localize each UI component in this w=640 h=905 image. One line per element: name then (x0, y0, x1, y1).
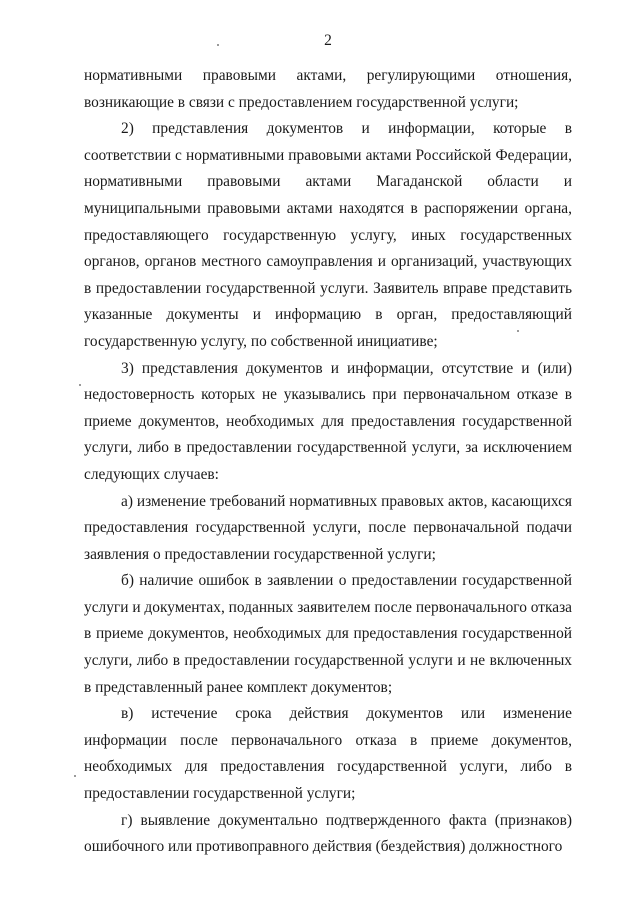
paragraph-continuation: нормативными правовыми актами, регулирующими отношения, возникающие в связи с предоставлением государственной услуги; (84, 67, 572, 111)
document-body (84, 63, 572, 861)
paragraph-item-2: 2) представления документов и информации, которые в соответствии с нормативными правовыми актами Российской Федерации, нормативными правовыми актами Магаданской области и муниципальными правовыми актами находятся в распоряжении органа, предоставляющего государственную услугу, иных государственных органов, органов местного самоуправления и организаций, участвующих в предоставлении государственной услуги. Заявитель вправе представить указанные документы и информацию в орган, предоставляющий государственную услугу, по собственной инициативе; (84, 120, 572, 350)
paragraph-subitem-a: а) изменение требований нормативных правовых актов, касающихся предоставления государственной услуги, после первоначальной подачи заявления о предоставлении государственной услуги; (84, 492, 572, 563)
page-number: 2 (324, 32, 332, 49)
scan-speck (74, 775, 76, 777)
paragraph-subitem-b: б) наличие ошибок в заявлении о предоставлении государственной услуги и документах, поданных заявителем после первоначального отказа в приеме документов, необходимых для предоставления государственной услуги, либо в предоставлении государственной услуги и не включенных в представленный ранее комплект документов; (84, 572, 572, 696)
paragraph-subitem-v: в) истечение срока действия документов или изменение информации после первоначального отказа в приеме документов, необходимых для предоставления государственной услуги, либо в предоставлении государственной услуги; (84, 705, 572, 803)
paragraph-subitem-g: г) выявление документально подтвержденного факта (признаков) ошибочного или противоправного действия (бездействия) должностного (84, 811, 572, 856)
scan-speck (517, 330, 519, 332)
scan-speck (79, 384, 81, 386)
paragraph-item-3: 3) представления документов и информации, отсутствие и (или) недостоверность которых не указывались при первоначальном отказе в приеме документов, необходимых для предоставления государственной услуги, либо в предоставлении государственной услуги, за исключением следующих случаев: (84, 359, 572, 483)
scan-speck (217, 44, 219, 46)
